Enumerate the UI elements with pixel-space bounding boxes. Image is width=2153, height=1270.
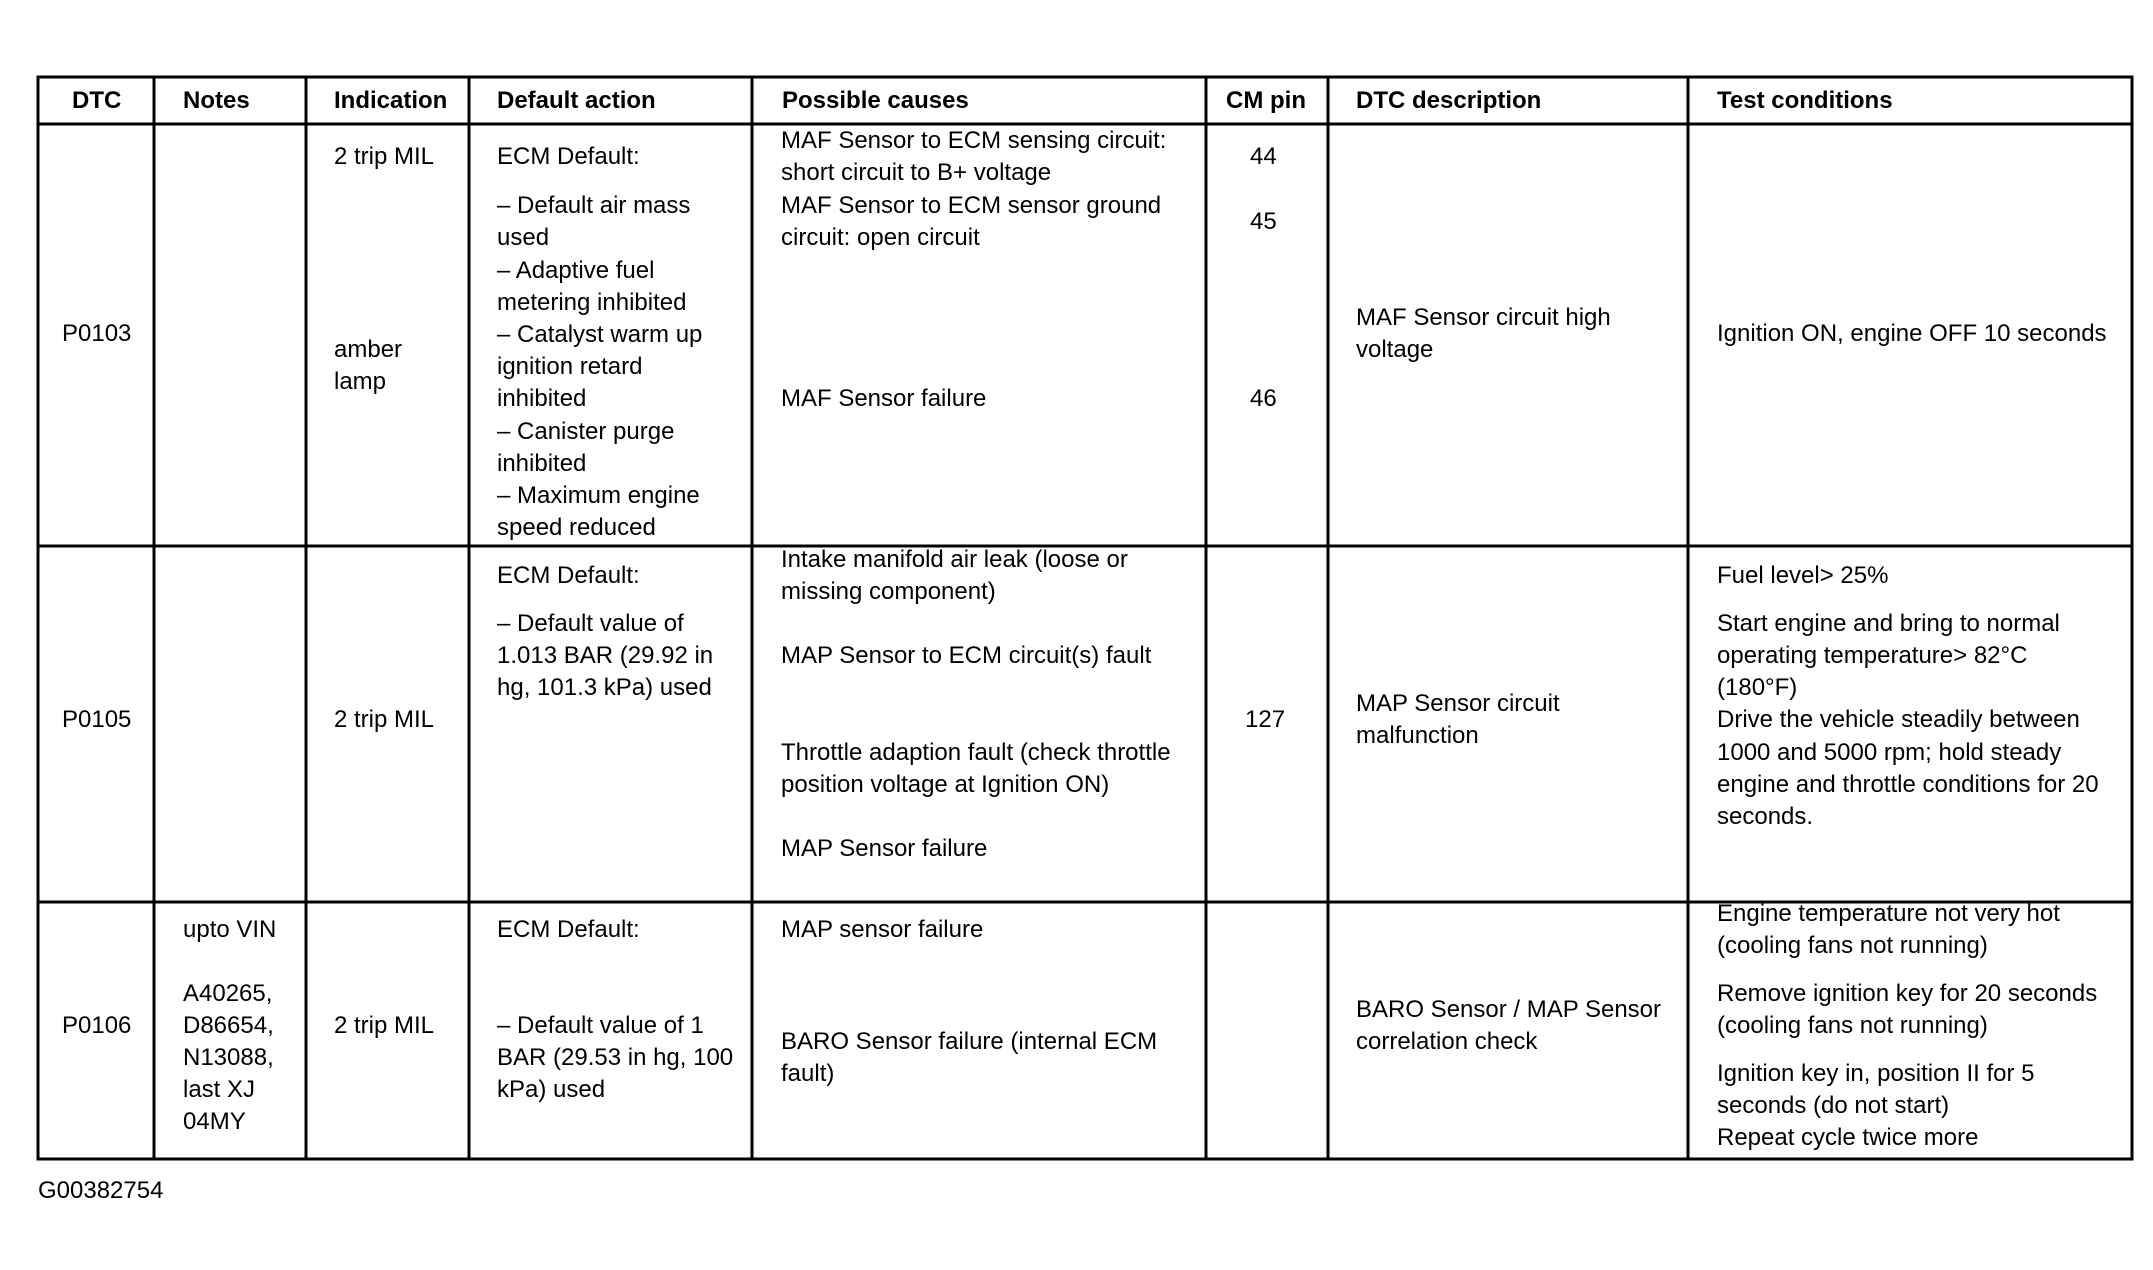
cause-line: BARO Sensor failure (internal ECM: [781, 1028, 1158, 1055]
default-action-line: speed reduced: [497, 514, 656, 541]
default-action-line: ignition retard: [497, 353, 643, 380]
cm-pin: 46: [1250, 385, 1277, 412]
dtc-description-line: malfunction: [1356, 722, 1479, 749]
header-dtc: DTC: [72, 87, 122, 114]
cause-line: MAF Sensor to ECM sensor ground: [781, 192, 1162, 219]
header-notes: Notes: [183, 87, 250, 114]
test-condition-line: Repeat cycle twice more: [1717, 1124, 1979, 1151]
default-action-line: 1.013 BAR (29.92 in: [497, 642, 714, 669]
cause-line: fault): [781, 1060, 835, 1087]
cause-line: MAP Sensor failure: [781, 835, 988, 862]
test-condition-line: (180°F): [1717, 674, 1798, 701]
test-condition-line: (cooling fans not running): [1717, 1012, 1988, 1039]
cause-line: Throttle adaption fault (check throttle: [781, 739, 1171, 766]
test-condition-line: Remove ignition key for 20 seconds: [1717, 980, 2098, 1007]
cm-pin: 127: [1245, 706, 1286, 733]
test-condition-line: seconds (do not start): [1717, 1092, 1950, 1119]
header-indication: Indication: [334, 87, 448, 114]
cause-line: position voltage at Ignition ON): [781, 771, 1110, 798]
notes-line: A40265,: [183, 980, 273, 1007]
dtc-code: P0103: [62, 320, 132, 347]
cause-line: circuit: open circuit: [781, 224, 980, 251]
dtc-description-line: MAP Sensor circuit: [1356, 690, 1560, 717]
default-action-line: kPa) used: [497, 1076, 606, 1103]
cm-pin: 45: [1250, 208, 1277, 235]
indication-line: 2 trip MIL: [334, 706, 435, 733]
default-action-line: – Maximum engine: [497, 482, 700, 509]
default-action-line: ECM Default:: [497, 143, 640, 170]
dtc-code: P0105: [62, 706, 132, 733]
cause-line: MAF Sensor to ECM sensing circuit:: [781, 127, 1167, 154]
default-action-line: – Default air mass: [497, 192, 691, 219]
test-condition-line: Fuel level> 25%: [1717, 562, 1889, 589]
cause-line: MAF Sensor failure: [781, 385, 987, 412]
default-action-line: used: [497, 224, 550, 251]
default-action-line: hg, 101.3 kPa) used: [497, 674, 712, 701]
test-condition-line: seconds.: [1717, 803, 1814, 830]
dtc-description-line: voltage: [1356, 336, 1434, 363]
test-condition-line: engine and throttle conditions for 20: [1717, 771, 2099, 798]
default-action-line: – Default value of: [497, 610, 684, 637]
cm-pin: 44: [1250, 143, 1277, 170]
default-action-line: ECM Default:: [497, 916, 640, 943]
dtc-description-line: MAF Sensor circuit high: [1356, 304, 1611, 331]
default-action-line: – Adaptive fuel: [497, 257, 655, 284]
test-condition-line: 1000 and 5000 rpm; hold steady: [1717, 739, 2062, 766]
notes-line: 04MY: [183, 1108, 246, 1135]
cause-line: short circuit to B+ voltage: [781, 159, 1052, 186]
cause-line: Intake manifold air leak (loose or: [781, 546, 1128, 573]
cause-line: MAP Sensor to ECM circuit(s) fault: [781, 642, 1152, 669]
figure-code: G00382754: [38, 1177, 164, 1204]
default-action-line: BAR (29.53 in hg, 100: [497, 1044, 734, 1071]
test-condition-line: Start engine and bring to normal: [1717, 610, 2060, 637]
test-condition-line: operating temperature> 82°C: [1717, 642, 2028, 669]
test-condition-line: Drive the vehicle steadily between: [1717, 706, 2080, 733]
header-default-action: Default action: [497, 87, 656, 114]
header-possible-causes: Possible causes: [782, 87, 969, 114]
default-action-line: inhibited: [497, 450, 587, 477]
notes-line: D86654,: [183, 1012, 274, 1039]
header-dtc-description: DTC description: [1356, 87, 1542, 114]
cause-line: missing component): [781, 578, 996, 605]
test-condition-line: Ignition ON, engine OFF 10 seconds: [1717, 320, 2107, 347]
cause-line: MAP sensor failure: [781, 916, 984, 943]
default-action-line: – Default value of 1: [497, 1012, 704, 1039]
notes-line: N13088,: [183, 1044, 274, 1071]
indication-line: 2 trip MIL: [334, 143, 435, 170]
test-condition-line: Ignition key in, position II for 5: [1717, 1060, 2035, 1087]
dtc-description-line: BARO Sensor / MAP Sensor: [1356, 996, 1662, 1023]
default-action-line: ECM Default:: [497, 562, 640, 589]
default-action-line: inhibited: [497, 385, 587, 412]
notes-line: upto VIN: [183, 916, 277, 943]
dtc-description-line: correlation check: [1356, 1028, 1538, 1055]
default-action-line: – Canister purge: [497, 418, 675, 445]
dtc-code: P0106: [62, 1012, 132, 1039]
notes-line: last XJ: [183, 1076, 256, 1103]
header-test-conditions: Test conditions: [1717, 87, 1893, 114]
default-action-line: – Catalyst warm up: [497, 321, 703, 348]
indication-line: lamp: [334, 368, 387, 395]
test-condition-line: (cooling fans not running): [1717, 932, 1988, 959]
indication-line: amber: [334, 336, 403, 363]
header-cm-pin: CM pin: [1226, 87, 1306, 114]
indication-line: 2 trip MIL: [334, 1012, 435, 1039]
default-action-line: metering inhibited: [497, 289, 687, 316]
test-condition-line: Engine temperature not very hot: [1717, 900, 2060, 927]
